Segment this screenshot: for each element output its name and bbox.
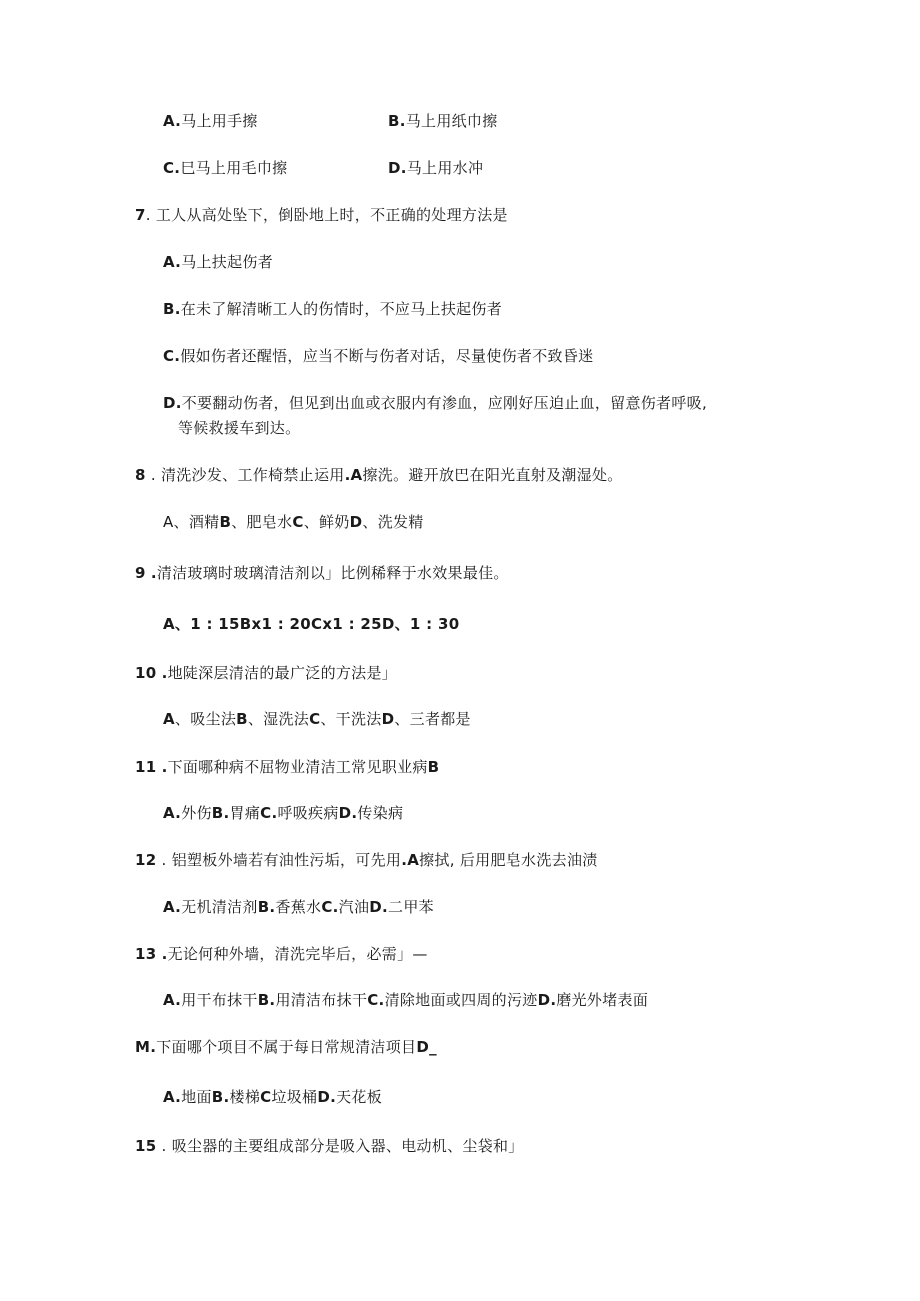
text-segment: D. (163, 394, 182, 412)
text-segment: B. (163, 300, 181, 318)
question-9 (135, 563, 509, 583)
text-segment: 地陡深层清洁的最广泛的方法是」 (167, 664, 398, 682)
text-segment: M. (135, 1038, 157, 1056)
text-segment: . (161, 758, 168, 776)
text-segment: 楼梯 (229, 1088, 261, 1106)
text-segment: D. (369, 898, 389, 916)
question-12 (135, 850, 598, 870)
options-10 (163, 709, 471, 729)
text-segment: 清除地面或四周的污迹 (384, 991, 538, 1009)
text-segment: B. (388, 112, 406, 130)
option-7d (163, 393, 707, 413)
question-8 (135, 465, 623, 485)
text-segment: 12 (135, 851, 157, 869)
options-9 (163, 614, 459, 634)
text-segment: 无论何种外墙，清洗完毕后，必需」— (167, 945, 428, 963)
text-segment: 汽油 (338, 898, 370, 916)
option-7a (163, 252, 273, 272)
text-segment: 用干布抹干 (181, 991, 258, 1009)
options-11 (163, 803, 403, 823)
text-segment: D. (338, 804, 358, 822)
question-15 (135, 1136, 524, 1156)
text-segment: . (161, 945, 168, 963)
option-6d (388, 158, 483, 178)
text-segment: 擦拭, 后用肥皂水洗去油渍 (419, 851, 598, 869)
text-segment: A (163, 710, 175, 728)
text-segment: 二甲苯 (388, 898, 434, 916)
text-segment: 马上用水冲 (406, 159, 484, 177)
text-segment: 无机清洁剂 (181, 898, 258, 916)
text-segment: 15 (135, 1137, 157, 1155)
text-segment: 7 (135, 206, 146, 224)
text-segment: B. (257, 991, 276, 1009)
option-7d-continued (178, 418, 300, 438)
text-segment: C (309, 710, 321, 728)
text-segment: A. (163, 112, 182, 130)
text-segment: B (427, 758, 440, 776)
text-segment: B. (257, 898, 276, 916)
text-segment: 假如伤者还醒悟，应当不断与伤者对话，尽量使伤者不致昏迷 (180, 347, 594, 365)
text-segment: 8 (135, 466, 146, 484)
option-7c (163, 346, 593, 366)
text-segment: 呼吸疾病 (277, 804, 339, 822)
text-segment: C. (367, 991, 385, 1009)
option-6a (163, 111, 258, 131)
text-segment: 马上扶起伤者 (181, 253, 273, 271)
text-segment: 在未了解清晰工人的伤情时，不应马上扶起伤者 (180, 300, 503, 318)
text-segment: . 清洗沙发、工作椅禁止运用 (145, 466, 345, 484)
text-segment: 外伤 (181, 804, 212, 822)
text-segment: . (161, 664, 168, 682)
text-segment: 等候救援车到达。 (178, 419, 301, 437)
text-segment: A. (163, 1088, 182, 1106)
text-segment: A. (163, 991, 182, 1009)
text-segment: B (236, 710, 248, 728)
text-segment: 胃痛 (229, 804, 261, 822)
text-segment: A. (163, 253, 182, 271)
text-segment: 天花板 (336, 1088, 383, 1106)
text-segment: A. (163, 804, 182, 822)
question-14 (135, 1037, 437, 1057)
text-segment: 马上用纸巾擦 (405, 112, 498, 130)
text-segment: B. (211, 804, 230, 822)
options-14 (163, 1087, 382, 1107)
options-13 (163, 990, 648, 1010)
text-segment: D (349, 513, 363, 531)
text-segment: 香蕉水 (275, 898, 322, 916)
text-segment: C. (163, 159, 181, 177)
text-segment: 10 (135, 664, 157, 682)
question-13 (135, 944, 428, 964)
text-segment: .A (401, 851, 420, 869)
option-7b (163, 299, 502, 319)
text-segment: 垃圾桶 (271, 1088, 318, 1106)
text-segment: 磨光外堵表面 (556, 991, 649, 1009)
text-segment: 、湿洗法 (247, 710, 310, 728)
text-segment: D_ (416, 1038, 437, 1056)
text-segment: D. (317, 1088, 337, 1106)
text-segment: 马上用手擦 (181, 112, 258, 130)
text-segment: A、1 : 15Bx1 : 20Cx1 : 25D、1 : 30 (163, 615, 460, 633)
question-7 (135, 205, 508, 225)
option-6b (388, 111, 498, 131)
text-segment: B (219, 513, 232, 531)
text-segment: 用清洁布抹干 (275, 991, 368, 1009)
text-segment: 13 (135, 945, 157, 963)
text-segment: 地面 (181, 1088, 212, 1106)
option-6c (163, 158, 287, 178)
text-segment: 擦洗。避开放巴在阳光直射及潮湿处。 (362, 466, 623, 484)
text-segment: D. (388, 159, 407, 177)
text-segment: 11 (135, 758, 157, 776)
text-segment: 、鲜奶 (303, 513, 350, 531)
text-segment: 、吸尘法 (174, 710, 237, 728)
text-segment: A、酒精 (163, 513, 220, 531)
text-segment: C. (163, 347, 181, 365)
text-segment: D. (537, 991, 557, 1009)
text-segment: C (260, 1088, 272, 1106)
question-10 (135, 663, 397, 683)
text-segment: C. (321, 898, 339, 916)
text-segment: . (150, 564, 157, 582)
text-segment: . 吸尘器的主要组成部分是吸入器、电动机、尘袋和」 (156, 1137, 524, 1155)
text-segment: D (381, 710, 395, 728)
text-segment: 9 (135, 564, 146, 582)
text-segment: 清洁玻璃时玻璃清洁剂以」比例稀释于水效果最佳。 (156, 564, 509, 582)
options-8 (163, 512, 424, 532)
question-11 (135, 757, 439, 777)
text-segment: 下面哪个项目不属于每日常规清洁项目 (156, 1038, 417, 1056)
text-segment: 下面哪种病不屈物业清洁工常见职业病 (167, 758, 428, 776)
text-segment: B. (211, 1088, 230, 1106)
text-segment: 、三者都是 (394, 710, 471, 728)
text-segment: 、肥皂水 (231, 513, 293, 531)
text-segment: C (292, 513, 304, 531)
text-segment: .A (344, 466, 363, 484)
text-segment: 、洗发精 (362, 513, 424, 531)
text-segment: 、干洗法 (320, 710, 382, 728)
text-segment: . 工人从高处坠下，倒卧地上时，不正确的处理方法是 (145, 206, 508, 224)
options-12 (163, 897, 434, 917)
text-segment: . 铝塑板外墙若有油性污垢，可先用 (156, 851, 402, 869)
text-segment: 传染病 (357, 804, 404, 822)
text-segment: 巳马上用毛巾擦 (180, 159, 288, 177)
text-segment: 不要翻动伤者，但见到出血或衣服内有渗血，应刚好压迫止血，留意伤者呼吸, (181, 394, 708, 412)
text-segment: A. (163, 898, 182, 916)
text-segment: C. (260, 804, 278, 822)
